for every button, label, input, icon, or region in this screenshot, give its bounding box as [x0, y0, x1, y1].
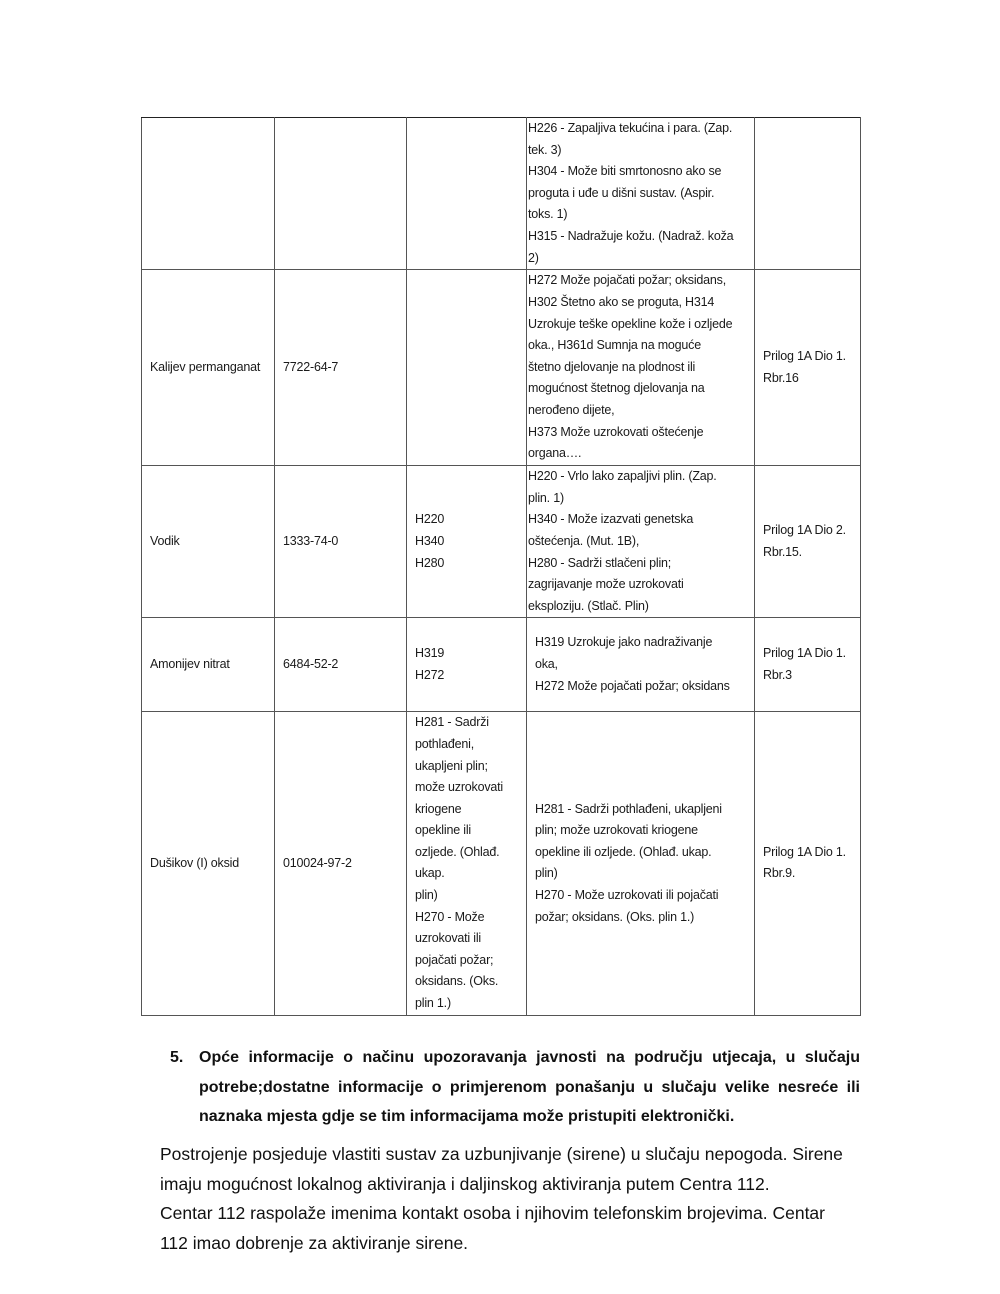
- description-line: štetno djelovanje na plodnost ili: [528, 359, 696, 374]
- description-line: mogućnost štetnog djelovanja na: [528, 381, 705, 396]
- h-code-line: uzrokovati ili: [415, 931, 481, 946]
- hazardous-substances-table: [141, 117, 861, 1016]
- description-line: H302 Štetno ako se proguta, H314: [528, 295, 715, 310]
- description-line: plin. 1): [528, 490, 564, 505]
- h-codes-cell: [407, 712, 527, 1015]
- h-code: H340: [415, 533, 445, 548]
- reference-line: Prilog 1A Dio 1.: [763, 646, 846, 661]
- description-line: požar; oksidans. (Oks. plin 1.): [535, 909, 695, 924]
- reference-line: Rbr.16: [763, 370, 799, 385]
- description-line: 2): [528, 250, 539, 265]
- hazard-description-cell: [527, 712, 755, 1015]
- description-line: toks. 1): [528, 207, 568, 222]
- description-line: H281 - Sadrži pothlađeni, ukapljeni: [535, 801, 722, 816]
- cas-number-cell: [275, 118, 407, 270]
- description-line: Uzrokuje teške opekline kože i ozljede: [528, 316, 733, 331]
- description-line: H280 - Sadrži stlačeni plin;: [528, 555, 672, 570]
- substance-name-cell: Dušikov (I) oksid: [142, 712, 275, 1015]
- description-line: oštećenja. (Mut. 1B),: [528, 533, 640, 548]
- reference-line: Rbr.9.: [763, 866, 796, 881]
- section-heading: [170, 1043, 860, 1132]
- h-code-line: pothlađeni,: [415, 736, 474, 751]
- description-line: H272 Može pojačati požar; oksidans,: [528, 273, 726, 288]
- body-paragraph: [160, 1140, 870, 1258]
- reference-cell: [755, 712, 861, 1015]
- section-number: 5.: [170, 1049, 184, 1066]
- h-code: H220: [415, 512, 445, 527]
- h-code: H280: [415, 555, 445, 570]
- table-row: [142, 270, 861, 466]
- description-line: H220 - Vrlo lako zapaljivi plin. (Zap.: [528, 469, 717, 484]
- hazard-description-cell: [527, 118, 755, 270]
- reference-cell: [755, 118, 861, 270]
- reference-line: Prilog 1A Dio 2.: [763, 523, 846, 538]
- description-line: plin; može uzrokovati kriogene: [535, 823, 698, 838]
- table-row: [142, 712, 861, 1015]
- h-code: H272: [415, 667, 445, 682]
- h-code-line: H281 - Sadrži: [415, 715, 489, 730]
- reference-line: Prilog 1A Dio 1.: [763, 349, 846, 364]
- description-line: opekline ili ozljede. (Ohlađ. ukap.: [535, 844, 712, 859]
- reference-cell: [755, 618, 861, 712]
- description-line: H272 Može pojačati požar; oksidans: [535, 678, 730, 693]
- table-row: [142, 618, 861, 712]
- description-line: zagrijavanje može uzrokovati: [528, 577, 684, 592]
- h-code-line: pojačati požar;: [415, 952, 494, 967]
- h-codes-cell: [407, 118, 527, 270]
- substance-name-cell: Vodik: [142, 466, 275, 618]
- description-line: nerođeno dijete,: [528, 403, 615, 418]
- reference-line: Rbr.15.: [763, 544, 802, 559]
- substance-name-cell: Kalijev permanganat: [142, 270, 275, 466]
- h-code-line: ukapljeni plin;: [415, 758, 488, 773]
- hazard-description-cell: [527, 466, 755, 618]
- description-line: proguta i uđe u dišni sustav. (Aspir.: [528, 185, 715, 200]
- description-line: tek. 3): [528, 142, 562, 157]
- h-code: H319: [415, 646, 445, 661]
- reference-cell: [755, 466, 861, 618]
- description-line: H315 - Nadražuje kožu. (Nadraž. koža: [528, 228, 734, 243]
- reference-line: Prilog 1A Dio 1.: [763, 844, 846, 859]
- table-row: [142, 118, 861, 270]
- description-line: H304 - Može biti smrtonosno ako se: [528, 164, 722, 179]
- description-line: H270 - Može uzrokovati ili pojačati: [535, 888, 719, 903]
- section-heading-text: Opće informacije o načinu upozoravanja javnosti na području utjecaja, u slučaju potrebe;dostatne informacije o primjerenom ponašanju u slučaju velike nesreće ili naznaka mjesta gdje se tim informacijama može pristupiti elektronički.: [199, 1049, 860, 1125]
- h-code-line: kriogene: [415, 801, 462, 816]
- h-codes-cell: [407, 466, 527, 618]
- description-line: H340 - Može izazvati genetska: [528, 512, 694, 527]
- h-code-line: plin): [415, 888, 438, 903]
- cas-number-cell: 010024-97-2: [275, 712, 407, 1015]
- cas-number-cell: 7722-64-7: [275, 270, 407, 466]
- h-code-line: opekline ili: [415, 823, 471, 838]
- h-codes-cell: [407, 618, 527, 712]
- reference-line: Rbr.3: [763, 667, 792, 682]
- cas-number-cell: 1333-74-0: [275, 466, 407, 618]
- h-code-line: ukap.: [415, 866, 445, 881]
- reference-cell: [755, 270, 861, 466]
- h-codes-cell: [407, 270, 527, 466]
- description-line: plin): [535, 866, 558, 881]
- substance-name-cell: Amonijev nitrat: [142, 618, 275, 712]
- paragraph-line: Postrojenje posjeduje vlastiti sustav za uzbunjivanje (sirene) u slučaju nepogoda. Sirene: [160, 1144, 843, 1164]
- h-code-line: može uzrokovati: [415, 780, 504, 795]
- h-code-line: ozljede. (Ohlađ.: [415, 844, 500, 859]
- hazard-description-cell: [527, 618, 755, 712]
- description-line: H373 Može uzrokovati oštećenje: [528, 424, 704, 439]
- description-line: eksploziju. (Stlač. Plin): [528, 598, 649, 613]
- h-code-line: oksidans. (Oks.: [415, 974, 499, 989]
- description-line: organa….: [528, 446, 582, 461]
- description-line: H319 Uzrokuje jako nadraživanje: [535, 635, 713, 650]
- paragraph-line: 112 imao dobrenje za aktiviranje sirene.: [160, 1232, 469, 1253]
- description-line: oka,: [535, 657, 558, 672]
- paragraph-line: Centar 112 raspolaže imenima kontakt osoba i njihovim telefonskim brojevima. Centar: [160, 1203, 825, 1223]
- description-line: H226 - Zapaljiva tekućina i para. (Zap.: [528, 121, 733, 135]
- cas-number-cell: 6484-52-2: [275, 618, 407, 712]
- h-code-line: plin 1.): [415, 996, 451, 1011]
- table-row: [142, 466, 861, 618]
- h-code-line: H270 - Može: [415, 909, 485, 924]
- hazard-description-cell: [527, 270, 755, 466]
- paragraph-line: imaju mogućnost lokalnog aktiviranja i daljinskog aktiviranja putem Centra 112.: [160, 1173, 770, 1194]
- description-line: oka., H361d Sumnja na moguće: [528, 338, 701, 353]
- substance-name-cell: [142, 118, 275, 270]
